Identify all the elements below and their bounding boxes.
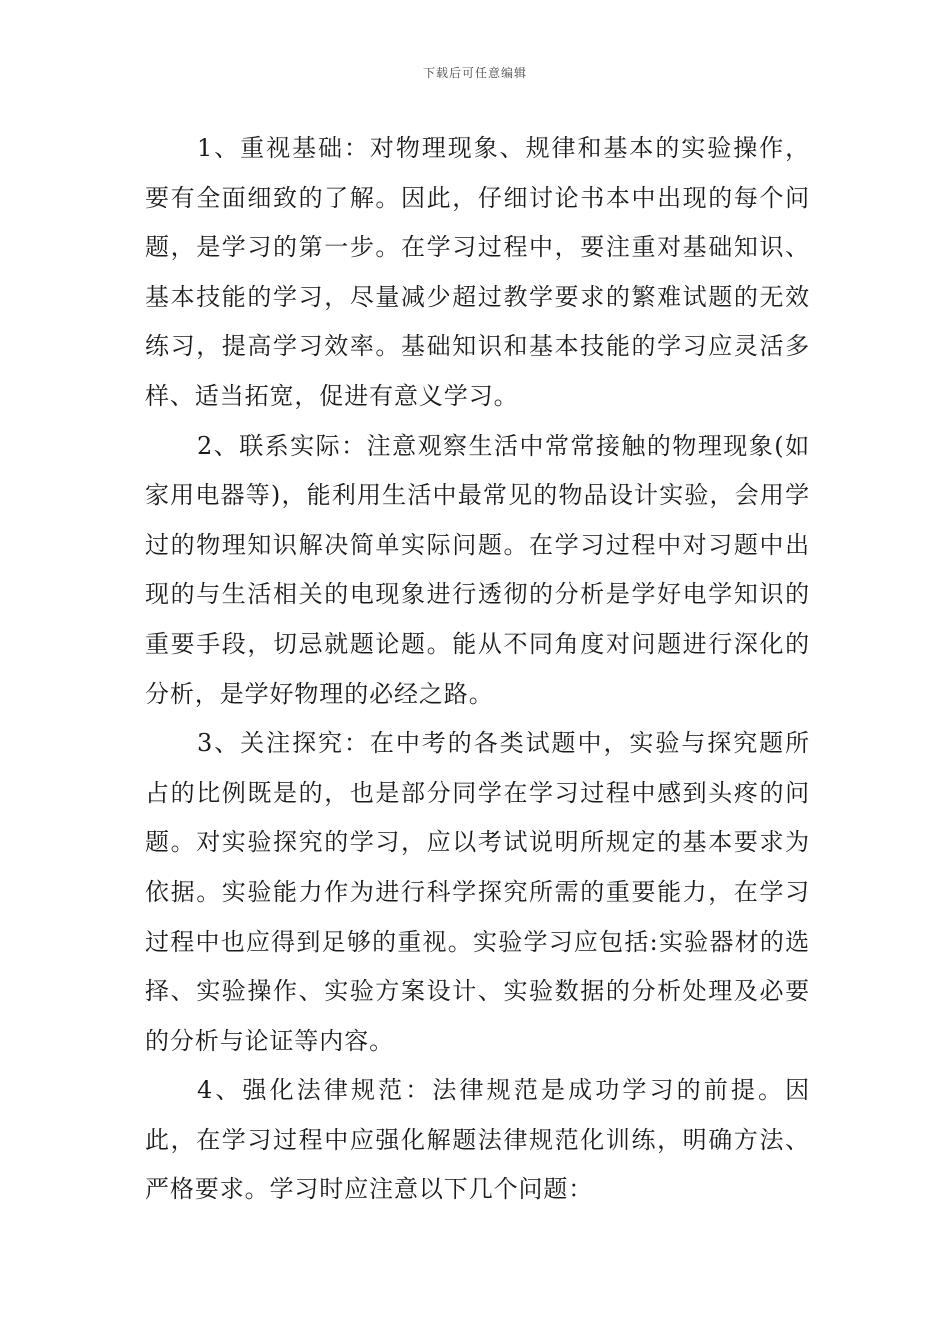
paragraph-1: 1、重视基础：对物理现象、规律和基本的实验操作，要有全面细致的了解。因此，仔细讨论书本中出现的每个问题，是学习的第一步。在学习过程中，要注重对基础知识、基本技能的学习，尽量减少超过教学要求的繁难试题的无效练习，提高学习效率。基础知识和基本技能的学习应灵活多样、适当拓宽，促进有意义学习。 [145,134,810,410]
document-body [145,124,810,1215]
paragraph-3: 3、关注探究：在中考的各类试题中，实验与探究题所占的比例既是的，也是部分同学在学习过程中感到头疼的问题。对实验探究的学习，应以考试说明所规定的基本要求为依据。实验能力作为进行科学探究所需的重要能力，在学习过程中也应得到足够的重视。实验学习应包括:实验器材的选择、实验操作、实验方案设计、实验数据的分析处理及必要的分析与论证等内容。 [145,729,810,1055]
paragraph-4: 4、强化法律规范：法律规范是成功学习的前提。因此，在学习过程中应强化解题法律规范化训练，明确方法、严格要求。学习时应注意以下几个问题： [145,1076,810,1204]
paragraph-2: 2、联系实际：注意观察生活中常常接触的物理现象(如家用电器等)，能利用生活中最常见的物品设计实验，会用学过的物理知识解决简单实际问题。在学习过程中对习题中出现的与生活相关的电现象进行透彻的分析是学好电学知识的重要手段，切忌就题论题。能从不同角度对问题进行深化的分析，是学好物理的必经之路。 [145,431,810,708]
page-header: 下载后可任意编辑 [422,66,527,80]
